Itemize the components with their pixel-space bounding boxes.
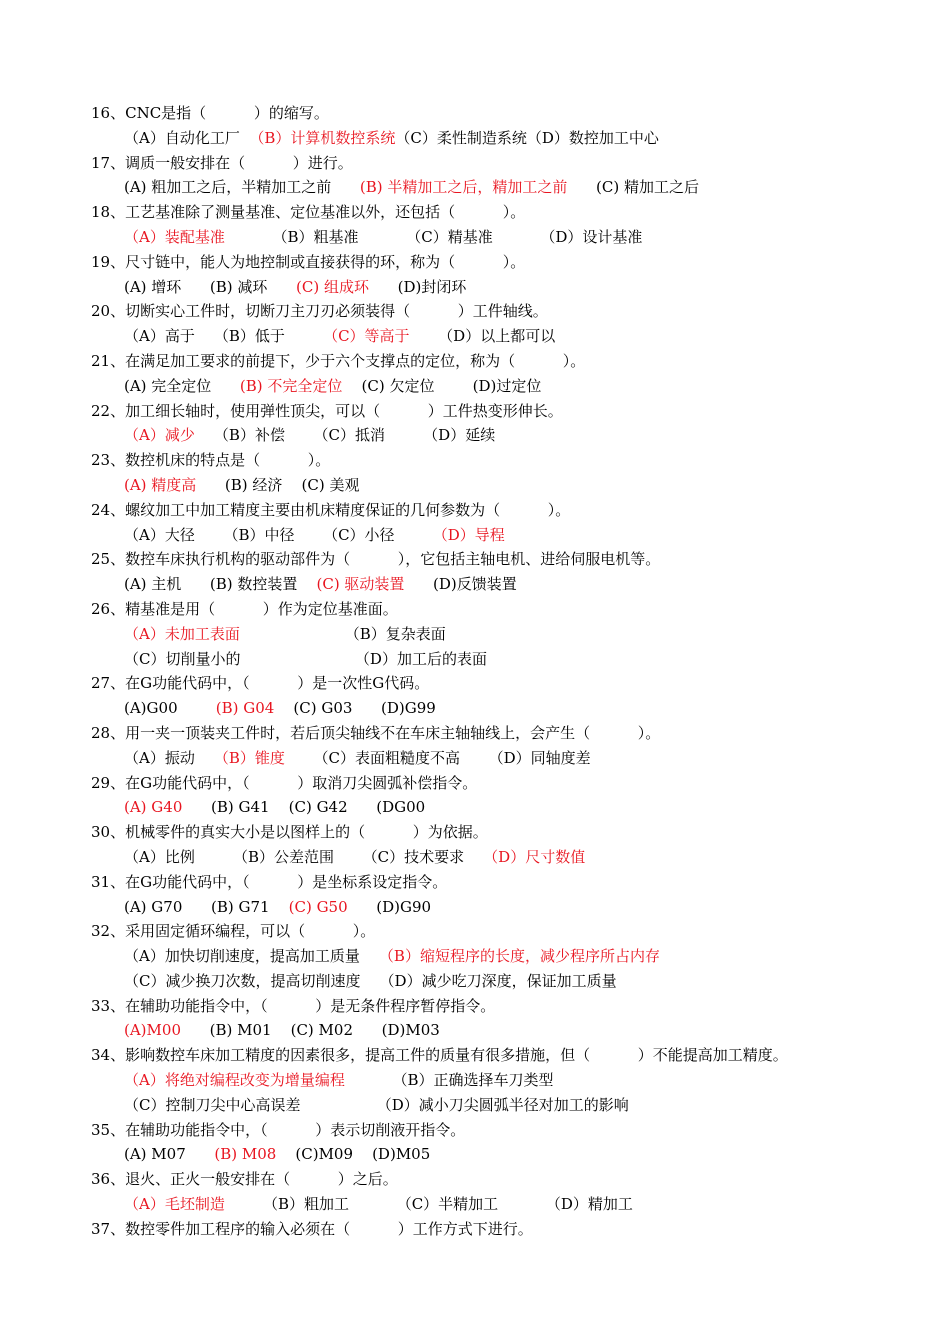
question-stem: 32、采用固定循环编程，可以（ ）。 — [91, 922, 376, 941]
option-text: （A）加快切削速度，提高加工质量 — [124, 947, 379, 966]
options-row — [91, 175, 891, 200]
question-stem: 26、精基准是用（ ）作为定位基准面。 — [91, 599, 398, 618]
question-stem: 30、机械零件的真实大小是以图样上的（ ）为依据。 — [91, 823, 488, 842]
options-row — [91, 374, 891, 399]
option-text: （B）正确选择车刀类型 — [344, 1071, 554, 1090]
options-row — [91, 275, 891, 300]
answer-option: （A）装配基准 — [124, 227, 225, 246]
option-text: （A）高于 （B）低于 — [124, 327, 324, 346]
question-stem: 18、工艺基准除了测量基准、定位基准以外，还包括（ ）。 — [91, 203, 526, 222]
exam-page — [91, 101, 891, 1242]
option-text: （A）比例 （B）公差范围 （C）技术要求 — [124, 847, 484, 866]
question-stem: 22、加工细长轴时，使用弹性顶尖，可以（ ）工件热变形伸长。 — [91, 401, 563, 420]
option-text: （B）粗加工 （C）半精加工 （D）精加工 — [224, 1195, 633, 1214]
question-stem: 17、调质一般安排在（ ）进行。 — [91, 153, 353, 172]
options-row — [91, 1068, 891, 1093]
answer-option: (B) 不完全定位 — [239, 376, 343, 395]
answer-option: （A）未加工表面 — [124, 624, 240, 643]
option-text: （C）表面粗糙度不高 （D）同轴度差 — [284, 748, 591, 767]
answer-option: (B) M08 — [214, 1145, 277, 1164]
answer-option: （D）尺寸数值 — [483, 847, 586, 866]
answer-option: (A) G40 — [124, 798, 183, 817]
option-text: (B) M01 (C) M02 (D)M03 — [180, 1021, 440, 1040]
answer-option: （A）减少 — [124, 426, 195, 445]
options-row — [91, 622, 891, 647]
answer-option: （B）锥度 — [213, 748, 285, 767]
options-row — [91, 795, 891, 820]
option-text: （C）切削量小的 （D）加工后的表面 — [124, 649, 487, 668]
option-text: （D）以上都可以 — [409, 327, 556, 346]
question-stem: 27、在G功能代码中，（ ）是一次性G代码。 — [91, 674, 430, 693]
option-text: (A) 主机 (B) 数控装置 — [124, 575, 317, 594]
question-stem: 19、尺寸链中，能人为地控制或直接获得的环，称为（ ）。 — [91, 252, 526, 271]
options-row — [91, 126, 891, 151]
options-row — [91, 647, 891, 672]
option-text: (C) 精加工之后 — [567, 178, 699, 197]
answer-option: (A) 精度高 — [124, 475, 197, 494]
option-text: (A) 增环 (B) 减环 — [124, 277, 297, 296]
answer-option: (C) G50 — [288, 897, 348, 916]
question-stem: 33、在辅助功能指令中，（ ）是无条件程序暂停指令。 — [91, 996, 496, 1015]
answer-option: (C) 组成环 — [296, 277, 369, 296]
question-stem: 37、数控零件加工程序的输入必须在（ ）工作方式下进行。 — [91, 1219, 533, 1238]
answer-option: (C) 驱动装置 — [316, 575, 405, 594]
option-text: （B）补偿 （C）抵消 （D）延续 — [194, 426, 496, 445]
option-text: （A）振动 — [124, 748, 214, 767]
answer-option: （A）毛坯制造 — [124, 1195, 225, 1214]
answer-option: （C）等高于 — [323, 327, 410, 346]
options-row — [91, 225, 891, 250]
option-text: (A) 粗加工之后，半精加工之前 — [124, 178, 360, 197]
option-text: (D)反馈装置 — [404, 575, 517, 594]
answer-option: （D）导程 — [432, 525, 505, 544]
question-stem: 25、数控车床执行机构的驱动部件为（ ），它包括主轴电机、进给伺服电机等。 — [91, 550, 661, 569]
options-row — [91, 423, 891, 448]
option-text: （C）减少换刀次数，提高切削速度 （D）减少吃刀深度，保证加工质量 — [124, 971, 617, 990]
answer-option: (B) 半精加工之后，精加工之前 — [359, 178, 568, 197]
question-stem: 21、在满足加工要求的前提下，少于六个支撑点的定位，称为（ ）。 — [91, 351, 586, 370]
option-text: （C）柔性制造系统（D）数控加工中心 — [395, 128, 659, 147]
option-text: (A) 完全定位 — [124, 376, 240, 395]
options-row — [91, 845, 891, 870]
question-stem: 24、螺纹加工中加工精度主要由机床精度保证的几何参数为（ ）。 — [91, 500, 571, 519]
options-row — [91, 969, 891, 994]
option-text: （C）控制刀尖中心高误差 （D）减小刀尖圆弧半径对加工的影响 — [124, 1095, 629, 1114]
option-text: (C) 欠定位 (D)过定位 — [342, 376, 542, 395]
question-stem: 34、影响数控车床加工精度的因素很多，提高工件的质量有很多措施，但（ ）不能提高加工精度。 — [91, 1046, 788, 1065]
option-text: （B）复杂表面 — [239, 624, 446, 643]
options-row — [91, 746, 891, 771]
question-stem: 20、切断实心工件时，切断刀主刀刃必须装得（ ）工件轴线。 — [91, 302, 548, 321]
option-text: (A)G00 — [124, 699, 216, 718]
options-row — [91, 1192, 891, 1217]
answer-option: (B) G04 — [215, 699, 275, 718]
options-row — [91, 1093, 891, 1118]
answer-option: (A)M00 — [124, 1021, 181, 1040]
answer-option: （B）缩短程序的长度，减少程序所占内存 — [378, 947, 660, 966]
options-row — [91, 944, 891, 969]
answer-option: （A）将绝对编程改变为增量编程 — [124, 1071, 345, 1090]
option-text: （A）自动化工厂 — [124, 128, 250, 147]
question-stem: 31、在G功能代码中，（ ）是坐标系设定指令。 — [91, 872, 448, 891]
options-row — [91, 1142, 891, 1167]
option-text: (B) G41 (C) G42 (DG00 — [182, 798, 426, 817]
option-text: (C) G03 (D)G99 — [274, 699, 436, 718]
option-text: (D)G90 — [347, 897, 432, 916]
options-row — [91, 895, 891, 920]
options-row — [91, 473, 891, 498]
question-stem: 35、在辅助功能指令中，（ ）表示切削液开指令。 — [91, 1120, 466, 1139]
options-row — [91, 523, 891, 548]
question-stem: 28、用一夹一顶装夹工件时，若后顶尖轴线不在车床主轴轴线上，会产生（ ）。 — [91, 723, 661, 742]
options-row — [91, 696, 891, 721]
answer-option: （B）计算机数控系统 — [249, 128, 396, 147]
option-text: (B) 经济 (C) 美观 — [196, 475, 360, 494]
question-stem: 23、数控机床的特点是（ ）。 — [91, 451, 331, 470]
option-text: (A) M07 — [124, 1145, 215, 1164]
option-text: （B）粗基准 （C）精基准 （D）设计基准 — [224, 227, 643, 246]
option-text: (A) G70 (B) G71 — [124, 897, 289, 916]
question-stem: 36、退火、正火一般安排在（ ）之后。 — [91, 1170, 398, 1189]
option-text: (D)封闭环 — [368, 277, 467, 296]
option-text: （A）大径 （B）中径 （C）小径 — [124, 525, 433, 544]
question-stem: 16、CNC是指（ ）的缩写。 — [91, 104, 329, 122]
options-row — [91, 1018, 891, 1043]
question-stem: 29、在G功能代码中，（ ）取消刀尖圆弧补偿指令。 — [91, 773, 478, 792]
options-row — [91, 572, 891, 597]
option-text: (C)M09 (D)M05 — [276, 1145, 431, 1164]
options-row — [91, 324, 891, 349]
